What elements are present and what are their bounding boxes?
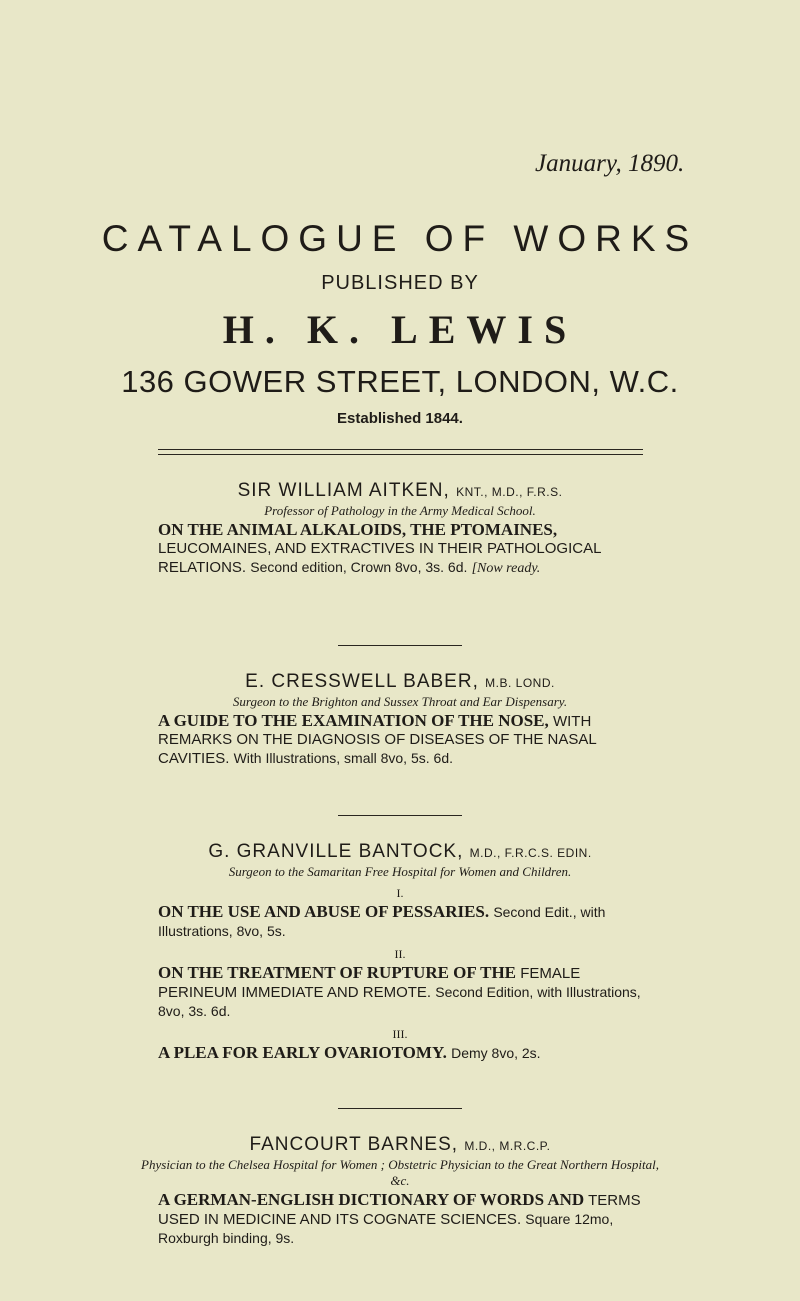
author-name: G. GRANVILLE BANTOCK, [208, 841, 464, 862]
author-credentials: M.B. LOND. [485, 676, 555, 690]
book-entry [158, 903, 642, 941]
author-name: SIR WILLIAM AITKEN, [237, 480, 450, 501]
author-heading [0, 480, 800, 502]
author-position: Surgeon to the Brighton and Sussex Throat and Ear Dispensary. [232, 694, 568, 709]
author-position: Physician to the Chelsea Hospital for Women ; Obstetric Physician to the Great Northern Hospital, &c. [141, 1157, 659, 1188]
author-heading [0, 671, 800, 693]
book-title-continued: LEUCOMAINES, AND EXTRACTIVES IN THEIR PATHOLOGICAL RELATIONS. [158, 540, 601, 576]
catalogue-date: January, 1890. [535, 150, 685, 177]
catalogue-title: CATALOGUE OF WORKS [101, 218, 699, 259]
book-status: [Now ready. [471, 561, 541, 576]
header-divider [158, 449, 643, 455]
book-title: ON THE USE AND ABUSE OF PESSARIES. [158, 902, 490, 921]
book-entry [158, 964, 642, 1021]
section-divider [338, 645, 462, 646]
book-details: Demy 8vo, 2s. [451, 1045, 541, 1061]
book-title: ON THE TREATMENT OF RUPTURE OF THE [158, 963, 517, 982]
book-details: Second Edit., with Illustrations, 8vo, 5s. [158, 904, 606, 939]
author-entry-bantock [0, 841, 800, 1063]
section-divider [338, 1108, 462, 1109]
book-numeral: I. [396, 886, 404, 900]
book-title-continued: TERMS USED IN MEDICINE AND ITS COGNATE SCIENCES. [158, 1192, 641, 1228]
author-name: E. CRESSWELL BABER, [245, 671, 479, 692]
author-heading [0, 841, 800, 863]
book-details: Second edition, Crown 8vo, 3s. 6d. [250, 559, 468, 575]
book-entry [158, 1191, 642, 1248]
author-heading [0, 1134, 800, 1156]
book-title: A PLEA FOR EARLY OVARIOTOMY. [158, 1043, 447, 1062]
book-title-continued: WITH REMARKS ON THE DIAGNOSIS OF DISEASES OF THE NASAL CAVITIES. [158, 713, 597, 767]
book-numeral: II. [394, 947, 406, 961]
book-title: A GUIDE TO THE EXAMINATION OF THE NOSE, [158, 711, 549, 730]
author-credentials: KNT., M.D., F.R.S. [456, 485, 563, 499]
publisher-address: 136 GOWER STREET, LONDON, W.C. [121, 364, 679, 399]
book-details: With Illustrations, small 8vo, 5s. 6d. [233, 750, 453, 766]
book-details: Square 12mo, Roxburgh binding, 9s. [158, 1211, 614, 1246]
book-title: A GERMAN-ENGLISH DICTIONARY OF WORDS AND [158, 1190, 585, 1209]
section-divider [338, 815, 462, 816]
book-entry [158, 1044, 642, 1063]
book-numeral: III. [392, 1027, 408, 1041]
author-credentials: M.D., M.R.C.P. [464, 1139, 551, 1153]
published-by-label: PUBLISHED BY [321, 272, 479, 294]
book-title: ON THE ANIMAL ALKALOIDS, THE PTOMAINES, [158, 520, 558, 539]
book-details: Second Edition, with Illustrations, 8vo, 3s. 6d. [158, 984, 641, 1019]
book-entry [158, 712, 642, 768]
author-name: FANCOURT BARNES, [249, 1134, 459, 1155]
author-position: Surgeon to the Samaritan Free Hospital for Women and Children. [228, 864, 572, 879]
author-entry-baber [0, 671, 800, 768]
book-entry [158, 521, 642, 578]
established-note: Established 1844. [337, 410, 463, 427]
author-entry-barnes [0, 1134, 800, 1248]
author-position: Professor of Pathology in the Army Medical School. [264, 503, 536, 518]
publisher-name: H. K. LEWIS [222, 307, 578, 352]
author-entry-aitken [0, 480, 800, 578]
author-credentials: M.D., F.R.C.S. EDIN. [469, 846, 592, 860]
book-title-continued: FEMALE PERINEUM IMMEDIATE AND REMOTE. [158, 965, 581, 1001]
